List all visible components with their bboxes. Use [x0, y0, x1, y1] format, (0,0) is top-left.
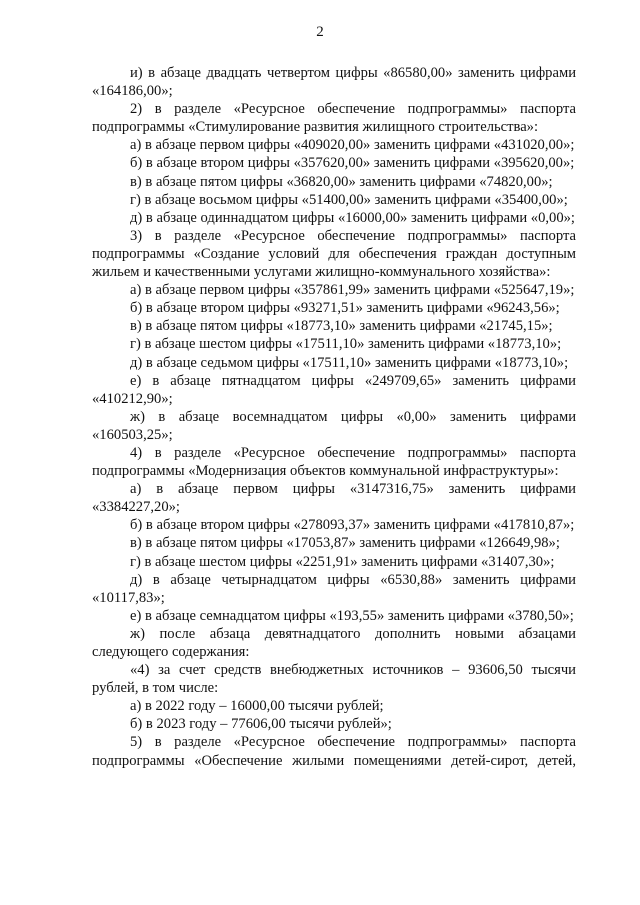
- paragraph: и) в абзаце двадцать четвертом цифры «86580,00» заменить цифрами «164186,00»;: [92, 65, 576, 100]
- paragraph: б) в абзаце втором цифры «357620,00» заменить цифрами «395620,00»;: [130, 155, 575, 172]
- paragraph: а) в абзаце первом цифры «409020,00» заменить цифрами «431020,00»;: [130, 137, 575, 154]
- paragraph: г) в абзаце восьмом цифры «51400,00» заменить цифрами «35400,00»;: [130, 191, 568, 208]
- paragraph: б) в абзаце втором цифры «278093,37» заменить цифрами «417810,87»;: [130, 517, 575, 534]
- paragraph: д) в абзаце седьмом цифры «17511,10» заменить цифрами «18773,10»;: [130, 354, 569, 371]
- paragraph: б) в 2023 году – 77606,00 тысячи рублей»;: [130, 716, 392, 733]
- paragraph: а) в абзаце первом цифры «357861,99» заменить цифрами «525647,19»;: [130, 282, 575, 299]
- paragraph: б) в абзаце втором цифры «93271,51» заменить цифрами «96243,56»;: [130, 300, 560, 317]
- paragraph: в) в абзаце пятом цифры «18773,10» заменить цифрами «21745,15»;: [130, 318, 553, 335]
- paragraph: в) в абзаце пятом цифры «36820,00» заменить цифрами «74820,00»;: [130, 173, 553, 190]
- paragraph: «4) за счет средств внебюджетных источников – 93606,50 тысячи рублей, в том числе:: [92, 662, 576, 697]
- paragraph: г) в абзаце шестом цифры «17511,10» заменить цифрами «18773,10»;: [130, 336, 562, 353]
- document-body: [92, 64, 576, 770]
- paragraph: г) в абзаце шестом цифры «2251,91» заменить цифрами «31407,30»;: [130, 553, 555, 570]
- paragraph: 4) в разделе «Ресурсное обеспечение подпрограммы» паспорта подпрограммы «Модернизация объектов коммунальной инфраструктуры»:: [92, 444, 576, 480]
- paragraph: 2) в разделе «Ресурсное обеспечение подпрограммы» паспорта подпрограммы «Стимулирование развития жилищного строительства»:: [92, 101, 576, 136]
- paragraph: в) в абзаце пятом цифры «17053,87» заменить цифрами «126649,98»;: [130, 535, 560, 552]
- paragraph: д) в абзаце четырнадцатом цифры «6530,88» заменить цифрами «10117,83»;: [92, 571, 576, 606]
- page-number: 2: [316, 24, 324, 40]
- paragraph: е) в абзаце пятнадцатом цифры «249709,65» заменить цифрами «410212,90»;: [92, 372, 576, 407]
- paragraph: ж) после абзаца девятнадцатого дополнить новыми абзацами следующего содержания:: [92, 625, 576, 660]
- paragraph: 5) в разделе «Ресурсное обеспечение подпрограммы» паспорта подпрограммы «Обеспечение жилыми помещениями детей-сирот, детей,: [92, 734, 576, 769]
- paragraph: д) в абзаце одиннадцатом цифры «16000,00» заменить цифрами «0,00»;: [130, 209, 575, 226]
- paragraph: а) в 2022 году – 16000,00 тысячи рублей;: [130, 698, 384, 715]
- paragraph: ж) в абзаце восемнадцатом цифры «0,00» заменить цифрами «160503,25»;: [92, 408, 576, 443]
- paragraph: а) в абзаце первом цифры «3147316,75» заменить цифрами «3384227,20»;: [92, 481, 576, 516]
- paragraph: е) в абзаце семнадцатом цифры «193,55» заменить цифрами «3780,50»;: [130, 607, 574, 624]
- paragraph: 3) в разделе «Ресурсное обеспечение подпрограммы» паспорта подпрограммы «Создание условий для обеспечения граждан доступным жильем и качественными услугами жилищно-коммунального хозяйства»:: [92, 227, 576, 281]
